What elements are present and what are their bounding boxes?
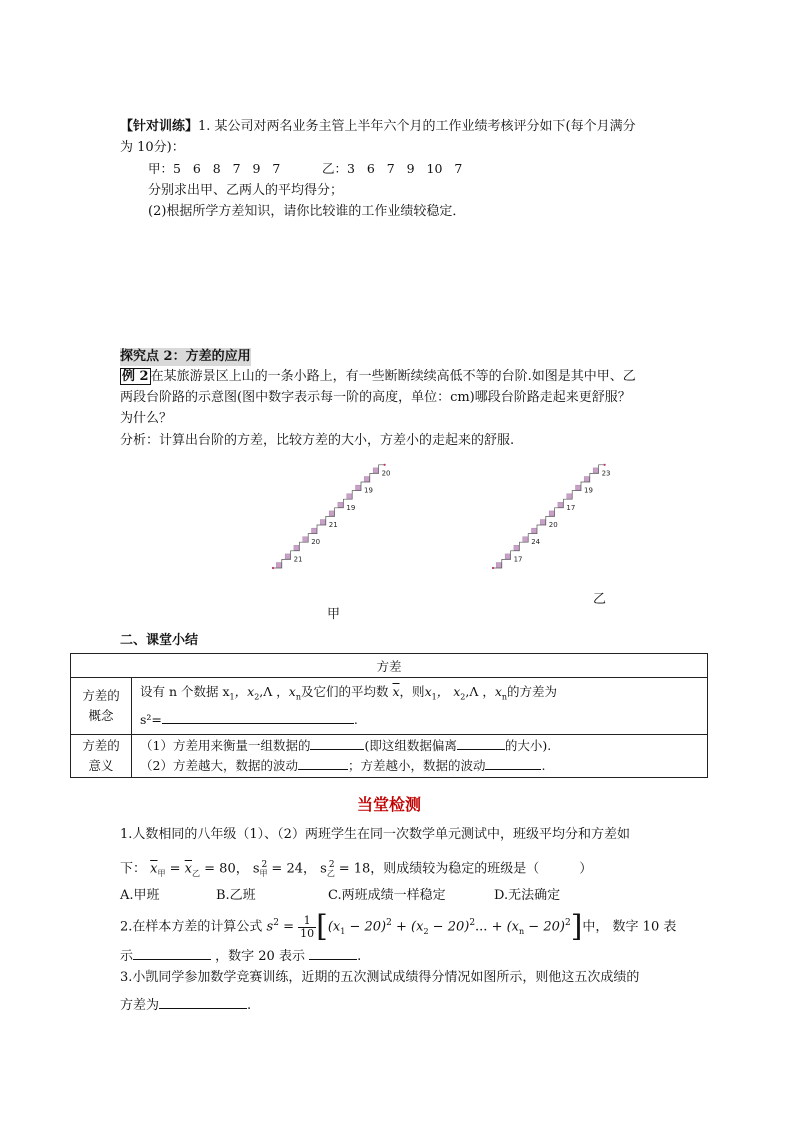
stairs-jia-step-height-label: 20 xyxy=(381,469,391,478)
stairs-jia-step-marker xyxy=(285,554,290,559)
stairs-figure xyxy=(260,455,620,585)
meaning-label xyxy=(71,735,132,778)
concept-text-b: 及它们的平均数 xyxy=(300,684,389,700)
meaning-blank-4 xyxy=(485,757,541,770)
stairs-jia-end-point xyxy=(272,567,274,569)
stairs-yi-step-marker xyxy=(549,511,554,516)
stairs-jia-label: 甲 xyxy=(327,607,341,622)
stairs-yi-step-marker xyxy=(532,528,537,533)
stairs-yi-step-marker xyxy=(496,563,501,568)
variance-formula-blank xyxy=(162,711,354,724)
meaning-line1: （1）方差用来衡量一组数据的 (即这组数据偏离 的大小). xyxy=(140,738,552,753)
training-q2: (2)根据所学方差知识，请你比较谁的工作业绩较稳定． xyxy=(148,204,466,219)
q2-blank-2 xyxy=(309,947,357,960)
example-tag: 例 2 xyxy=(122,369,149,384)
training-tag: 【针对训练】 xyxy=(120,119,199,134)
example-line2: 两段台阶路的示意图(图中数字表示每一阶的高度，单位：cm)哪段台阶路走起来更舒服？ xyxy=(120,390,631,405)
stairs-jia-step-marker xyxy=(338,502,343,507)
stairs-jia-step-height-label: 21 xyxy=(328,521,338,529)
stairs-jia-step-marker xyxy=(276,563,281,568)
test-q2-line2: 示 ，数字 20 表示 . xyxy=(120,949,362,964)
stairs-yi-step-height-label: 20 xyxy=(548,521,558,529)
stairs-jia-step-height-label: 21 xyxy=(293,555,303,564)
q2-blank-1 xyxy=(133,947,211,960)
test-q1-option-d: D.无法确定 xyxy=(494,888,561,903)
stairs-yi-step-height-label: 23 xyxy=(601,469,611,478)
summary-heading: 二、课堂小结 xyxy=(120,633,199,648)
concept-label xyxy=(71,678,132,735)
stairs-jia-step-marker xyxy=(347,494,352,499)
stairs-yi-step-marker xyxy=(584,477,589,482)
meaning-content xyxy=(132,735,708,778)
stairs-yi-step-height-label: 24 xyxy=(531,538,541,547)
stairs-jia-step-marker xyxy=(303,537,308,542)
stairs-jia-step-height-label: 19 xyxy=(364,486,373,495)
variance-fraction: $\frac{1}{10}$ xyxy=(300,913,315,940)
test-q2-line1: 2.在样本方差的计算公式 $s^2$ = $\frac{1}{10}$ [$(x_1 - 20)^2 + (x_2 - 20)^2$... + $(x_n - 20)^2$]中， 数字 10 表 xyxy=(120,909,677,944)
training-q1: 分别求出甲、乙两人的平均得分； xyxy=(148,183,344,198)
stairs-yi-step-marker xyxy=(558,502,563,507)
concept-text-d: 的方差为 xyxy=(507,684,558,700)
stairs-jia-step-marker xyxy=(356,485,361,490)
concept-line1: 设有 n 个数据 $x_1$，$x_2,\Lambda$ ，$x_n$及它们的平均数 $\overline{x}$，则$x_1$， $x_2,\Lambda$ ，$x_n$的方差为 xyxy=(140,684,558,702)
meaning-blank-2 xyxy=(457,737,505,750)
stairs-yi-step-marker xyxy=(576,485,581,490)
scores-yi: 乙：3 6 7 9 10 7 xyxy=(322,161,463,176)
concept-line2: s²= . xyxy=(140,711,358,727)
example-text-line1: 在某旅游景区上山的一条小路上，有一些断断续续高低不等的台阶.如图是其中甲、乙 xyxy=(150,369,636,384)
stairs-jia-step-marker xyxy=(312,528,317,533)
concept-text-c: ，则 xyxy=(399,684,425,700)
concept-text-a: 设有 n 个数据 x xyxy=(140,684,230,700)
meaning-label-line2: 意义 xyxy=(88,758,114,773)
q3-blank xyxy=(159,996,247,1009)
stairs-yi-step-height-label: 17 xyxy=(513,555,523,564)
test-q1-option-a: A.甲班 xyxy=(120,888,160,903)
meaning-blank-3 xyxy=(298,757,348,770)
stairs-jia-end-point xyxy=(384,464,386,466)
stairs-yi-step-marker xyxy=(514,545,519,550)
test-q1-option-c: C.两班成绩一样稳定 xyxy=(328,888,446,903)
stairs-jia-step-marker xyxy=(320,520,325,525)
stairs-yi-diagram xyxy=(492,464,611,569)
test-q3-line2: 方差为 . xyxy=(120,998,252,1013)
stairs-yi-step-marker xyxy=(593,468,598,473)
example-line3: 为什么？ xyxy=(120,411,173,426)
scores-jia: 甲：5 6 8 7 9 7 xyxy=(148,161,281,176)
meaning-label-line1: 方差的 xyxy=(82,738,120,753)
stairs-yi-step-marker xyxy=(505,554,510,559)
example-line1 xyxy=(120,368,636,386)
stairs-jia-diagram xyxy=(272,464,391,569)
summary-table-title: 方差 xyxy=(71,654,708,678)
test-q1-line1: 1.人数相同的八年级（1）、（2）两班学生在同一次数学单元测试中，班级平均分和方差如 xyxy=(120,827,630,842)
example-analysis: 分析：计算出台阶的方差，比较方差的大小，方差小的走起来的舒服. xyxy=(120,433,515,448)
meaning-line2: （2）方差越大，数据的波动 ；方差越小，数据的波动 . xyxy=(140,758,546,773)
training-question-line1: 1. 某公司对两名业务主管上半年六个月的工作业绩考核评分如下(每个月满分 xyxy=(198,119,636,134)
stairs-jia-step-marker xyxy=(364,477,369,482)
stairs-yi-end-point xyxy=(492,567,494,569)
variance-symbol: s²= xyxy=(140,711,162,727)
stairs-yi-step-marker xyxy=(567,494,572,499)
stairs-jia-step-height-label: 19 xyxy=(346,503,356,512)
stairs-jia-step-height-label: 20 xyxy=(311,538,321,547)
meaning-blank-1 xyxy=(310,737,364,750)
explore-heading: 探究点 2：方差的应用 xyxy=(120,349,251,364)
stairs-jia-step-marker xyxy=(373,468,378,473)
stairs-yi-step-marker xyxy=(523,537,528,542)
test-heading: 当堂检测 xyxy=(357,795,422,814)
test-q1-line2: 下： $\overline{x}_甲 = \overline{x}_乙 = 80$， $s_甲^2 = 24$， $s_乙^2 = 18$，则成绩较为稳定的班级是（ ） xyxy=(120,860,593,878)
stairs-yi-step-height-label: 19 xyxy=(584,486,593,495)
stairs-yi-step-height-label: 17 xyxy=(566,503,576,512)
stairs-yi-end-point xyxy=(604,464,606,466)
concept-label-line1: 方差的 xyxy=(82,688,120,703)
test-q3-line1: 3.小凯同学参加数学竞赛训练，近期的五次测试成绩得分情况如图所示，则他这五次成绩的 xyxy=(120,970,640,985)
stairs-yi-label: 乙 xyxy=(593,592,607,607)
summary-table xyxy=(70,653,708,778)
test-q1-option-b: B.乙班 xyxy=(216,888,256,903)
stairs-yi-step-marker xyxy=(540,520,545,525)
training-line1 xyxy=(120,118,636,136)
concept-content xyxy=(132,678,708,735)
concept-label-line2: 概念 xyxy=(88,708,114,723)
stairs-jia-step-marker xyxy=(329,511,334,516)
stairs-jia-step-marker xyxy=(294,545,299,550)
training-line2: 为 10分)： xyxy=(120,140,185,155)
